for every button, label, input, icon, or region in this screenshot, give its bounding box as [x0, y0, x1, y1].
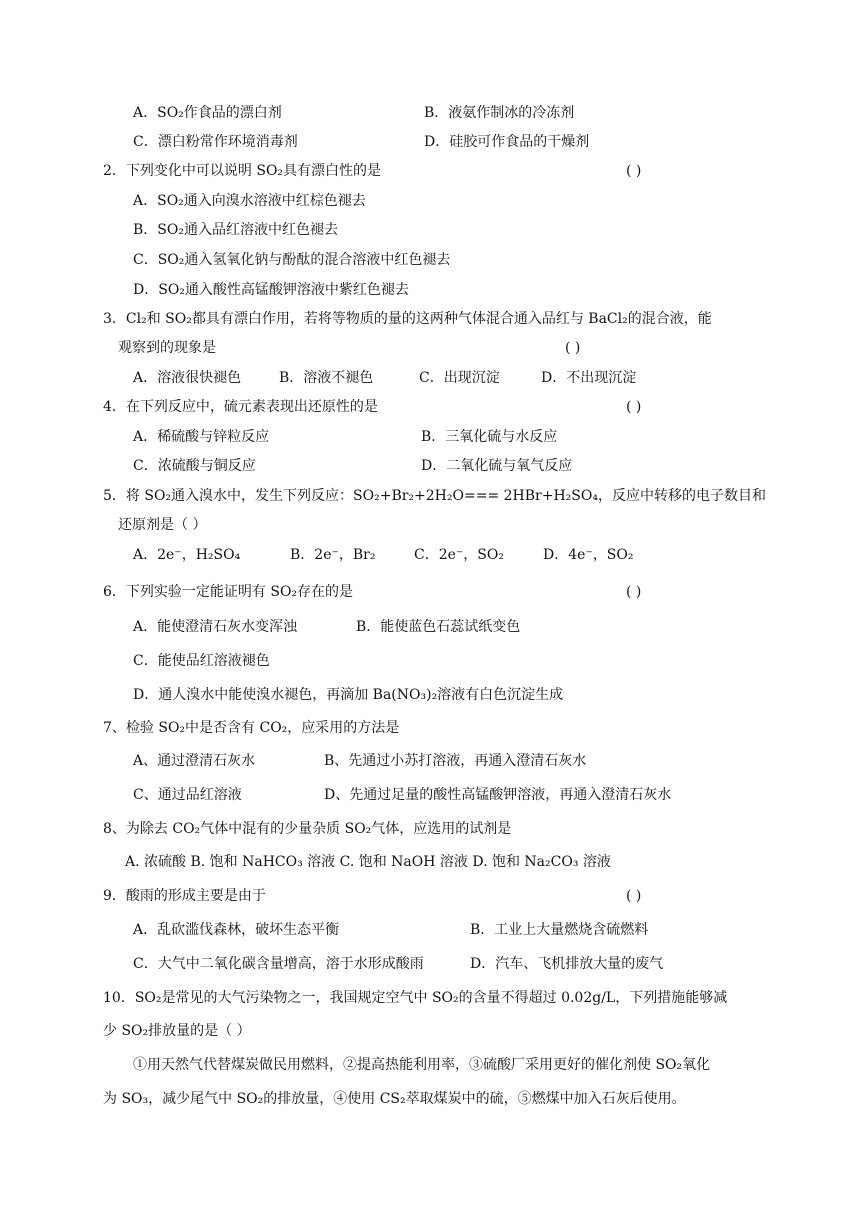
q3-option-c: C．出现沉淀 [419, 370, 500, 386]
q9-option-d: D．汽车、飞机排放大量的废气 [470, 956, 664, 972]
q7-option-c: C、通过品红溶液 [133, 787, 242, 803]
q10-body: ①用天然气代替煤炭做民用燃料，②提高热能利用率，③硫酸厂采用更好的催化剂使 SO₂氧化 [133, 1057, 711, 1073]
q6-option-a: A．能使澄清石灰水变浑浊 [133, 619, 298, 635]
q9-option-c: C．大气中二氧化碳含量增高，溶于水形成酸雨 [133, 956, 424, 972]
q5-stem: 5．将 SO₂通入溴水中，发生下列反应：SO₂+Br₂+2H₂O=== 2HBr+H₂SO₄，反应中转移的电子数目和 [103, 488, 766, 504]
q8-options: A. 浓硫酸 B. 饱和 NaHCO₃ 溶液 C. 饱和 NaOH 溶液 D. 饱和 Na₂CO₃ 溶液 [125, 854, 611, 870]
q7-option-b: B、先通过小苏打溶液，再通入澄清石灰水 [324, 753, 587, 769]
q4-option-c: C．浓硫酸与铜反应 [133, 458, 256, 474]
q5-option-a: A．2e⁻，H₂SO₄ [133, 547, 241, 563]
q9-stem: 9．酸雨的形成主要是由于 [103, 888, 266, 904]
q9-option-b: B．工业上大量燃烧含硫燃料 [470, 922, 649, 938]
q5-stem-line2: 还原剂是（ ） [118, 517, 207, 533]
q10-body-line2: 为 SO₃，减少尾气中 SO₂的排放量，④使用 CS₂萃取煤炭中的硫，⑤燃煤中加入石灰后使用。 [103, 1091, 686, 1107]
q5-option-b: B．2e⁻，Br₂ [290, 547, 376, 563]
q5-option-d: D．4e⁻，SO₂ [543, 547, 634, 563]
q2-option-d: D．SO₂通入酸性高锰酸钾溶液中紫红色褪去 [133, 282, 409, 298]
q4-stem: 4．在下列反应中，硫元素表现出还原性的是 [103, 399, 378, 415]
q7-option-d: D、先通过足量的酸性高锰酸钾溶液，再通入澄清石灰水 [324, 787, 672, 803]
q10-stem: 10．SO₂是常见的大气污染物之一，我国规定空气中 SO₂的含量不得超过 0.02g/L，下列措施能够减 [103, 990, 728, 1006]
q7-stem: 7、检验 SO₂中是否含有 CO₂，应采用的方法是 [103, 720, 400, 736]
q6-answer-paren: ( ) [626, 584, 642, 600]
q2-option-c: C．SO₂通入氢氧化钠与酚酞的混合溶液中红色褪去 [133, 252, 451, 268]
q2-stem: 2．下列变化中可以说明 SO₂具有漂白性的是 [103, 163, 382, 179]
q9-answer-paren: ( ) [626, 888, 642, 904]
q1-option-c: C．漂白粉常作环境消毒剂 [133, 134, 298, 150]
q4-option-a: A．稀硫酸与锌粒反应 [133, 429, 270, 445]
q1-option-d: D．硅胶可作食品的干燥剂 [424, 134, 590, 150]
q3-answer-paren: ( ) [565, 340, 581, 356]
q2-option-b: B．SO₂通入品红溶液中红色褪去 [133, 222, 338, 238]
q4-answer-paren: ( ) [626, 399, 642, 415]
q6-option-c: C．能使品红溶液褪色 [133, 653, 270, 669]
q3-stem-line2: 观察到的现象是 [118, 340, 216, 356]
q2-option-a: A．SO₂通入向溴水溶液中红棕色褪去 [133, 193, 366, 209]
q1-option-b: B．液氨作制冰的冷冻剂 [424, 105, 575, 121]
q9-option-a: A．乱砍滥伐森林，破坏生态平衡 [133, 922, 340, 938]
q3-option-a: A．溶液很快褪色 [133, 370, 242, 386]
q3-stem: 3．Cl₂和 SO₂都具有漂白作用，若将等物质的量的这两种气体混合通入品红与 BaCl₂的混合液，能 [103, 311, 712, 327]
q3-option-d: D．不出现沉淀 [541, 370, 637, 386]
q4-option-d: D．二氧化硫与氧气反应 [421, 458, 573, 474]
q3-option-b: B．溶液不褪色 [279, 370, 374, 386]
q2-answer-paren: ( ) [626, 163, 642, 179]
q5-option-c: C．2e⁻，SO₂ [414, 547, 504, 563]
q1-option-a: A．SO₂作食品的漂白剂 [133, 105, 282, 121]
q6-option-b: B．能使蓝色石蕊试纸变色 [356, 619, 521, 635]
q8-stem: 8、为除去 CO₂气体中混有的少量杂质 SO₂气体，应选用的试剂是 [103, 821, 512, 837]
q4-option-b: B．三氧化硫与水反应 [421, 429, 558, 445]
q6-stem: 6．下列实验一定能证明有 SO₂存在的是 [103, 584, 354, 600]
q6-option-d: D．通人溴水中能使溴水褪色，再滴加 Ba(NO₃)₂溶液有白色沉淀生成 [133, 687, 564, 703]
q7-option-a: A、通过澄清石灰水 [133, 753, 256, 769]
q10-stem-line2: 少 SO₂排放量的是（ ） [103, 1023, 251, 1039]
